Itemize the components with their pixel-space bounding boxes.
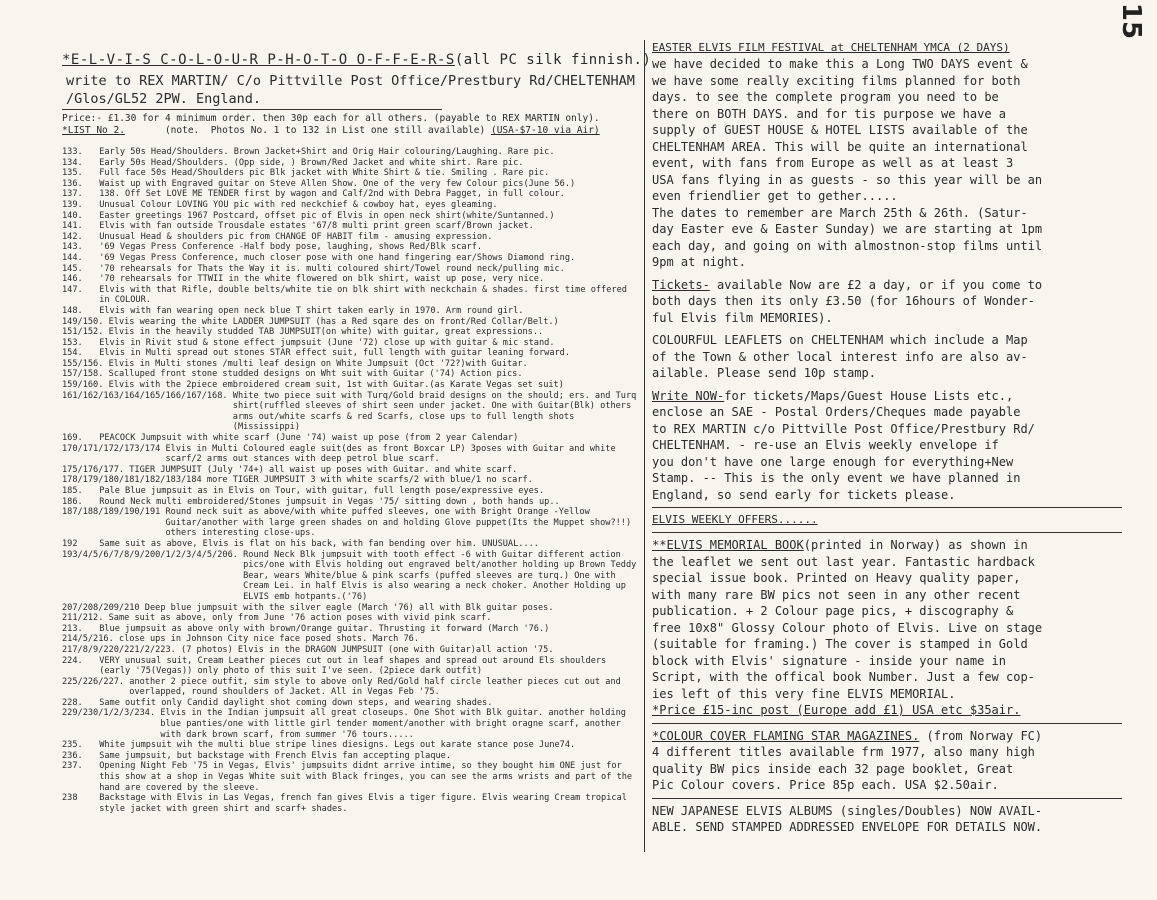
book-body: (printed in Norway) as shown in the leaflet we sent out last year. Fantastic hardback special issue book. Printed on Heavy quality paper, with many rare BW pics not seen in any other recent publication. + 2 Colour page pics, + discography & free 10x8" Glossy Colour photo of Elvis. Live on stage (suitable for framing.) The cover is stamped in Gold block with Elvis' signature - inside your name in Script, with the offical book Number. Just a few cop- ies left of this very fine ELVIS MEMORIAL. <box>652 538 1043 701</box>
item-number: 137. <box>62 189 83 200</box>
item-text: Elvis with that Rifle, double belts/white tie on blk shirt with neckchain & shades. first time offered in COLOUR. <box>99 284 627 306</box>
item-text: Early 50s Head/Shoulders. (Opp side, ) Brown/Red Jacket and white shirt. Rare pic. <box>99 157 524 168</box>
write-block <box>652 388 1122 504</box>
note-text: (note. Photos No. 1 to 132 in List one still available) <box>124 125 491 136</box>
list-item <box>62 433 640 444</box>
list-item <box>62 253 640 264</box>
list-item <box>62 179 640 190</box>
item-text: Same jumpsuit, but backstage with French Elvis fan accepting plaque. <box>99 750 452 761</box>
list-item <box>62 189 640 200</box>
item-text: TIGER JUMPSUIT (July '74+) all waist up poses with Guitar. and white scarf. <box>129 464 518 475</box>
item-number: 146. <box>62 274 83 285</box>
list-item <box>62 708 640 740</box>
item-text: Unusual Head & shoulders pic from CHANGE OF HABIT film - amusing expression. <box>99 231 493 242</box>
list-item <box>62 740 640 751</box>
item-number: 237. <box>62 761 83 772</box>
item-text: VERY unusual suit, Cream Leather pieces cut out in leaf shapes and spread out around Els shoulders (early '75(Vegas)) only photo of this suit I've seen. (2piece dark outfit) <box>99 655 607 677</box>
item-number: 187/188/189/190/191 <box>62 507 161 518</box>
book-price: *Price £15-inc post (Europe add £1) USA etc $35air. <box>652 703 1021 717</box>
item-text: Elvis in Multi Coloured eagle suit(des as front Boxcar LP) 3poses with Guitar and white scarf/2 arms out stances with deep petrol blue scarf. <box>165 443 616 465</box>
item-text: PEACOCK Jumpsuit with white scarf (June '74) waist up pose (from 2 year Calendar) <box>99 433 519 444</box>
item-text: Elvis in Multi stones /multi leaf design on White Jumpsuit (Oct '72?)with Guitar. <box>108 358 528 369</box>
address-rule <box>62 109 442 110</box>
headline-title: *E-L-V-I-S C-O-L-O-U-R P-H-O-T-O O-F-F-E-R-S <box>62 52 455 68</box>
item-number: 149/150. <box>62 316 104 327</box>
item-text: (7 photos) Elvis in the DRAGON JUMPSUIT (one with Guitar)all action '75. <box>181 644 554 655</box>
list-item <box>62 306 640 317</box>
address-line-2: /Glos/GL52 2PW. England. <box>66 91 262 107</box>
item-number: 151/152. <box>62 327 104 338</box>
list-item <box>62 232 640 243</box>
list-item <box>62 147 640 158</box>
item-number: 217/8/9/220/221/2/223. <box>62 644 176 655</box>
list-item <box>62 698 640 709</box>
photo-offers-column <box>62 40 652 814</box>
item-text: Deep blue jumpsuit with the silver eagle (March '76) all with Blk guitar poses. <box>144 602 554 613</box>
item-text: Backstage with Elvis in Las Vegas, french fan gives Elvis a tiger figure. Elvis wearing Cream tropical style jacket with green shirt and scarf+ shades. <box>99 793 627 814</box>
item-text: Same outfit only Candid daylight shot coming down steps, and wearing shades. <box>99 697 493 708</box>
offers-rule <box>652 507 1122 508</box>
list-item <box>62 751 640 762</box>
list-item <box>62 761 640 793</box>
item-number: 147. <box>62 284 83 295</box>
leaflets-block: COLOURFUL LEAFLETS on CHELTENHAM which include a Map of the Town & other local interest info are also av- ailable. Please send 10p stamp. <box>652 333 1028 380</box>
magazine-rule <box>652 723 1122 724</box>
list-item <box>62 634 640 645</box>
item-number: 142. <box>62 231 83 242</box>
item-number: 228. <box>62 697 83 708</box>
festival-heading: EASTER ELVIS FILM FESTIVAL at CHELTENHAM YMCA (2 DAYS) <box>652 41 1010 54</box>
item-number: 136. <box>62 178 83 189</box>
list-label: *LIST No 2. <box>62 125 125 136</box>
list-item <box>62 221 640 232</box>
albums-block: NEW JAPANESE ELVIS ALBUMS (singles/Doubles) NOW AVAIL- ABLE. SEND STAMPED ADDRESSED ENVELOPE FOR DETAILS NOW. <box>652 803 1043 834</box>
list-item <box>62 242 640 253</box>
item-text: '70 rehearsals for Thats the Way it is. multi coloured shirt/Towel round neck/pulling mic. <box>99 263 565 274</box>
item-number: 155/156. <box>62 358 104 369</box>
item-number: 169. <box>62 433 83 444</box>
item-text: Full face 50s Head/Shoulders pic Blk jacket with White Shirt & tie. Smiling . Rare pic. <box>99 168 550 179</box>
list-item <box>62 317 640 328</box>
item-text: Same suit as above, Elvis is flat on his back, with fan bending over him. UNUSUAL.... <box>99 538 539 549</box>
item-text: Easter greetings 1967 Postcard, offset pic of Elvis in open neck shirt(white/Suntanned.) <box>99 210 555 221</box>
item-number: 211/212. <box>62 613 104 624</box>
item-number: 193/4/5/6/7/8/9/200/1/2/3/4/5/206. <box>62 549 238 560</box>
magazine-label: *COLOUR COVER FLAMING STAR MAGAZINES. <box>652 728 920 743</box>
item-number: 144. <box>62 252 83 263</box>
write-body: for tickets/Maps/Guest House Lists etc., enclose an SAE - Postal Orders/Cheques made payable to REX MARTIN c/o Pittville Post Office/Prestbury Rd/ CHELTENHAM. - re-use an Elvis weekly envelope if you don't have one large enough for everything+New Stamp. -- This is the only event we have planned in England, so send early for tickets please. <box>652 388 1035 502</box>
item-text: Elvis with fan wearing open neck blue T shirt taken early in 1970. Arm round girl. <box>99 305 524 316</box>
item-text: '69 Vegas Press Conference, much closer pose with one hand fingering ear/Shows Diamond ring. <box>99 252 576 263</box>
item-number: 141. <box>62 221 83 232</box>
item-number: 224. <box>62 655 83 666</box>
item-number: 145. <box>62 263 83 274</box>
item-text: Blue jumpsuit as above only with brown/Orange guitar. Thrusting it forward (March '76.) <box>99 623 550 634</box>
list-item <box>62 793 640 814</box>
item-text: 138. Off Set LOVE ME TENDER first by wagon and Calf/2nd with Debra Pagget, in full colour. <box>99 189 565 200</box>
item-number: 153. <box>62 337 83 348</box>
list-item <box>62 550 640 603</box>
item-number: 154. <box>62 348 83 359</box>
column-divider <box>644 40 645 852</box>
item-number: 238 <box>62 793 78 804</box>
item-text: another 2 piece outfit, sim style to above only Red/Gold half circle leather pieces cut out and overlapped, round shoulders of Jacket. All in Vegas Feb '75. <box>129 676 621 698</box>
item-text: Round Neck multi embroidered/Stones jumpsuit in Vegas '75/ sitting down , both hands up.. <box>99 496 560 507</box>
item-number: 236. <box>62 750 83 761</box>
list-item <box>62 624 640 635</box>
item-number: 159/160. <box>62 380 104 391</box>
list-item <box>62 475 640 486</box>
list-item <box>62 603 640 614</box>
item-text: '70 rehearsals for TTWII in the white flowered on blk shirt, waist up pose, very nice. <box>99 274 545 285</box>
offers-headline <box>62 50 652 70</box>
offers-rule-2 <box>652 532 1122 533</box>
item-number: 133. <box>62 147 83 157</box>
item-text: Scalluped front stone studded designs on Wht suit with Guitar ('74) Action pics. <box>108 369 523 380</box>
item-text: '69 Vegas Press Conference -Half body pose, laughing, shows Red/Blk scarf. <box>99 242 483 253</box>
list-item <box>62 359 640 370</box>
write-label: Write NOW- <box>652 388 725 403</box>
list-item <box>62 465 640 476</box>
list-item <box>62 158 640 169</box>
item-number: 175/176/177. <box>62 464 125 475</box>
list-note-row <box>62 125 640 137</box>
price-label: Price:- <box>62 113 103 124</box>
item-number: 139. <box>62 199 83 210</box>
tickets-block <box>652 277 1122 327</box>
list-item <box>62 274 640 285</box>
item-text: Same suit as above, only from June '76 action poses with vivid pink scarf. <box>108 613 492 624</box>
item-text: Waist up with Engraved guitar on Steve Allen Show. One of the very few Colour pics(June 56.) <box>99 178 576 189</box>
list-item <box>62 656 640 677</box>
offers-heading: ELVIS WEEKLY OFFERS...... <box>652 513 818 526</box>
item-number: 135. <box>62 168 83 179</box>
item-text: Elvis with fan outside Trousdale estates '67/8 multi print green scarf/Brown jacket. <box>99 221 534 232</box>
item-number: 170/171/172/173/174 <box>62 443 161 454</box>
memorial-book-block <box>652 537 1122 702</box>
item-number: 157/158. <box>62 369 104 380</box>
albums-rule <box>652 798 1122 799</box>
magazine-block <box>652 728 1122 794</box>
item-number: 214/5/216. <box>62 634 114 645</box>
item-text: White two piece suit with Turq/Gold braid designs on the should; ers. and Turq shirt(ruffled sleeves of shirt seen under jacket. One with Guitar(Blk) others arms out/white scarfs & red Scarfs, close ups to full length shots (Mississippi) <box>232 390 637 433</box>
item-number: 140. <box>62 210 83 221</box>
item-number: 192 <box>62 538 78 549</box>
list-item <box>62 168 640 179</box>
list-item <box>62 327 640 338</box>
item-text: Early 50s Head/Shoulders. Brown Jacket+Shirt and Orig Hair colouring/Laughing. Rare pic. <box>99 147 555 157</box>
item-number: 161/162/163/164/165/166/167/168. <box>62 390 228 401</box>
tickets-label: Tickets- <box>652 277 710 292</box>
festival-column <box>652 40 1122 836</box>
item-text: Pale Blue jumpsuit as in Elvis on Tour, with guitar, full length pose/expressive eyes. <box>99 486 545 496</box>
list-item <box>62 486 640 497</box>
list-item <box>62 613 640 624</box>
item-text: Elvis in Multi spread out stones STAR effect suit, full length with guitar leaning forward. <box>99 348 571 359</box>
item-number: 225/226/227. <box>62 676 125 687</box>
item-text: Round Neck Blk jumpsuit with tooth effect -6 with Guitar different action pics/one with Elvis holding out engraved belt/another holding up Brown Teddy Bear, wears White/blue & pink scarfs (puffed sleeves are turq.) One with Cream Lei. in half Elvis is also wearing a neck choker. Another Holding up ELVIS emb hotpants.('76) <box>243 549 637 602</box>
item-text: White jumpsuit wih the multi blue stripe lines diesigns. Legs out karate stance pose June74. <box>99 740 576 751</box>
price-text: £1.30 for 4 minimum order. then 30p each for all others. (payable to REX MARTIN only). <box>102 113 600 124</box>
list-item <box>62 348 640 359</box>
list-item <box>62 497 640 508</box>
list-item <box>62 264 640 275</box>
item-text: Elvis with the 2piece embroidered cream suit, 1st with Guitar.(as Karate Vegas set suit) <box>108 380 564 391</box>
book-label: **ELVIS MEMORIAL BOOK <box>652 538 804 552</box>
list-item <box>62 391 640 433</box>
item-number: 207/208/209/210 <box>62 602 140 613</box>
item-text: Elvis in the Indian jumpsuit all great closeups. One Shot with Blk guitar. another holding blue panties/one with little girl tender moment/another with bright oragne scarf, another with dark brown scarf, from summer '76 tours..... <box>160 708 626 740</box>
item-text: Elvis in the heavily studded TAB JUMPSUIT(on white) with guitar, great expressions.. <box>108 327 544 338</box>
list-item <box>62 338 640 349</box>
list-item <box>62 285 640 306</box>
list-item <box>62 380 640 391</box>
list-item <box>62 211 640 222</box>
list-item <box>62 507 640 539</box>
address-line-1: write to REX MARTIN/ C/o Pittville Post Office/Prestbury Rd/CHELTENHAM <box>66 73 635 89</box>
item-text: Opening Night Feb '75 in Vegas, Elvis' jumpsuits didnt arrive intime, so they bought him ONE just for this show at a shop in Vegas White suit with Black fringes, you can see the arms wrists and part of the hand are covered by the sleeve. <box>99 761 633 793</box>
photo-list <box>62 147 640 814</box>
item-number: 213. <box>62 623 83 634</box>
address-block <box>66 72 640 108</box>
item-text: Elvis in Rivit stud & stone effect jumpsuit (June '72) close up with guitar & mic stand. <box>99 337 555 348</box>
item-number: 185. <box>62 486 83 496</box>
item-text: close ups in Johnson City nice face posed shots. March 76. <box>118 634 420 645</box>
list-item <box>62 200 640 211</box>
item-text: Elvis wearing the white LADDER JUMPSUIT (has a Red sqare des on front/Red Collar/Belt.) <box>108 316 559 327</box>
usa-price: (USA-$7-10 via Air) <box>490 125 600 136</box>
list-item <box>62 444 640 465</box>
item-number: 148. <box>62 305 83 316</box>
page-number: 15 <box>1115 2 1146 40</box>
item-number: 178/179/180/181/182/183/184 <box>62 475 202 486</box>
item-text: Round neck suit as above/with white puffed sleeves, one with Bright Orange -Yellow Guitar/another with large green shades on and holding Glove puppet(Its the Muppet show?!!) others interesting close-ups. <box>165 507 632 539</box>
item-number: 143. <box>62 242 83 253</box>
item-text: Unusual Colour LOVING YOU pic with red neckchief & cowboy hat, eyes gleaming. <box>99 199 498 210</box>
list-item <box>62 539 640 550</box>
item-text: more TIGER JUMPSUIT 3 with white scarfs/2 with blue/1 no scarf. <box>206 475 533 486</box>
item-number: 134. <box>62 157 83 168</box>
festival-body: we have decided to make this a Long TWO DAYS event & we have some really exciting films planned for both days. to see the complete program you need to be there on BOTH DAYS. and for tis purpose we have a supply of GUEST HOUSE & HOTEL LISTS available of the CHELTENHAM AREA. This will be quite an international event, with fans from Europe as well as at least 3 USA fans flying in as guests - so this year will be an even friendlier get to gether..... The dates to remember are March 25th & 26th. (Satur- day Easter eve & Easter Sunday) we are starting at 1pm each day, and going on with almostnon-stop films until 9pm at night. <box>652 57 1043 269</box>
tickets-body: available Now are £2 a day, or if you come to both days then its only £3.50 (for 16hours of Wonder- ful Elvis film MEMORIES). <box>652 277 1043 325</box>
list-item <box>62 369 640 380</box>
headline-finish: (all PC silk finnish.) <box>454 52 652 68</box>
price-row <box>62 113 640 125</box>
list-item <box>62 677 640 698</box>
item-number: 186. <box>62 496 83 507</box>
list-item <box>62 645 640 656</box>
item-number: 235. <box>62 740 83 751</box>
item-number: 229/230/1/2/3/234. <box>62 708 156 719</box>
magazine-body: (from Norway FC) 4 different titles available frm 1977, also many high quality BW pics inside each 32 page booklet, Great Pic Colour covers. Price 85p each. USA $2.50air. <box>652 728 1043 792</box>
